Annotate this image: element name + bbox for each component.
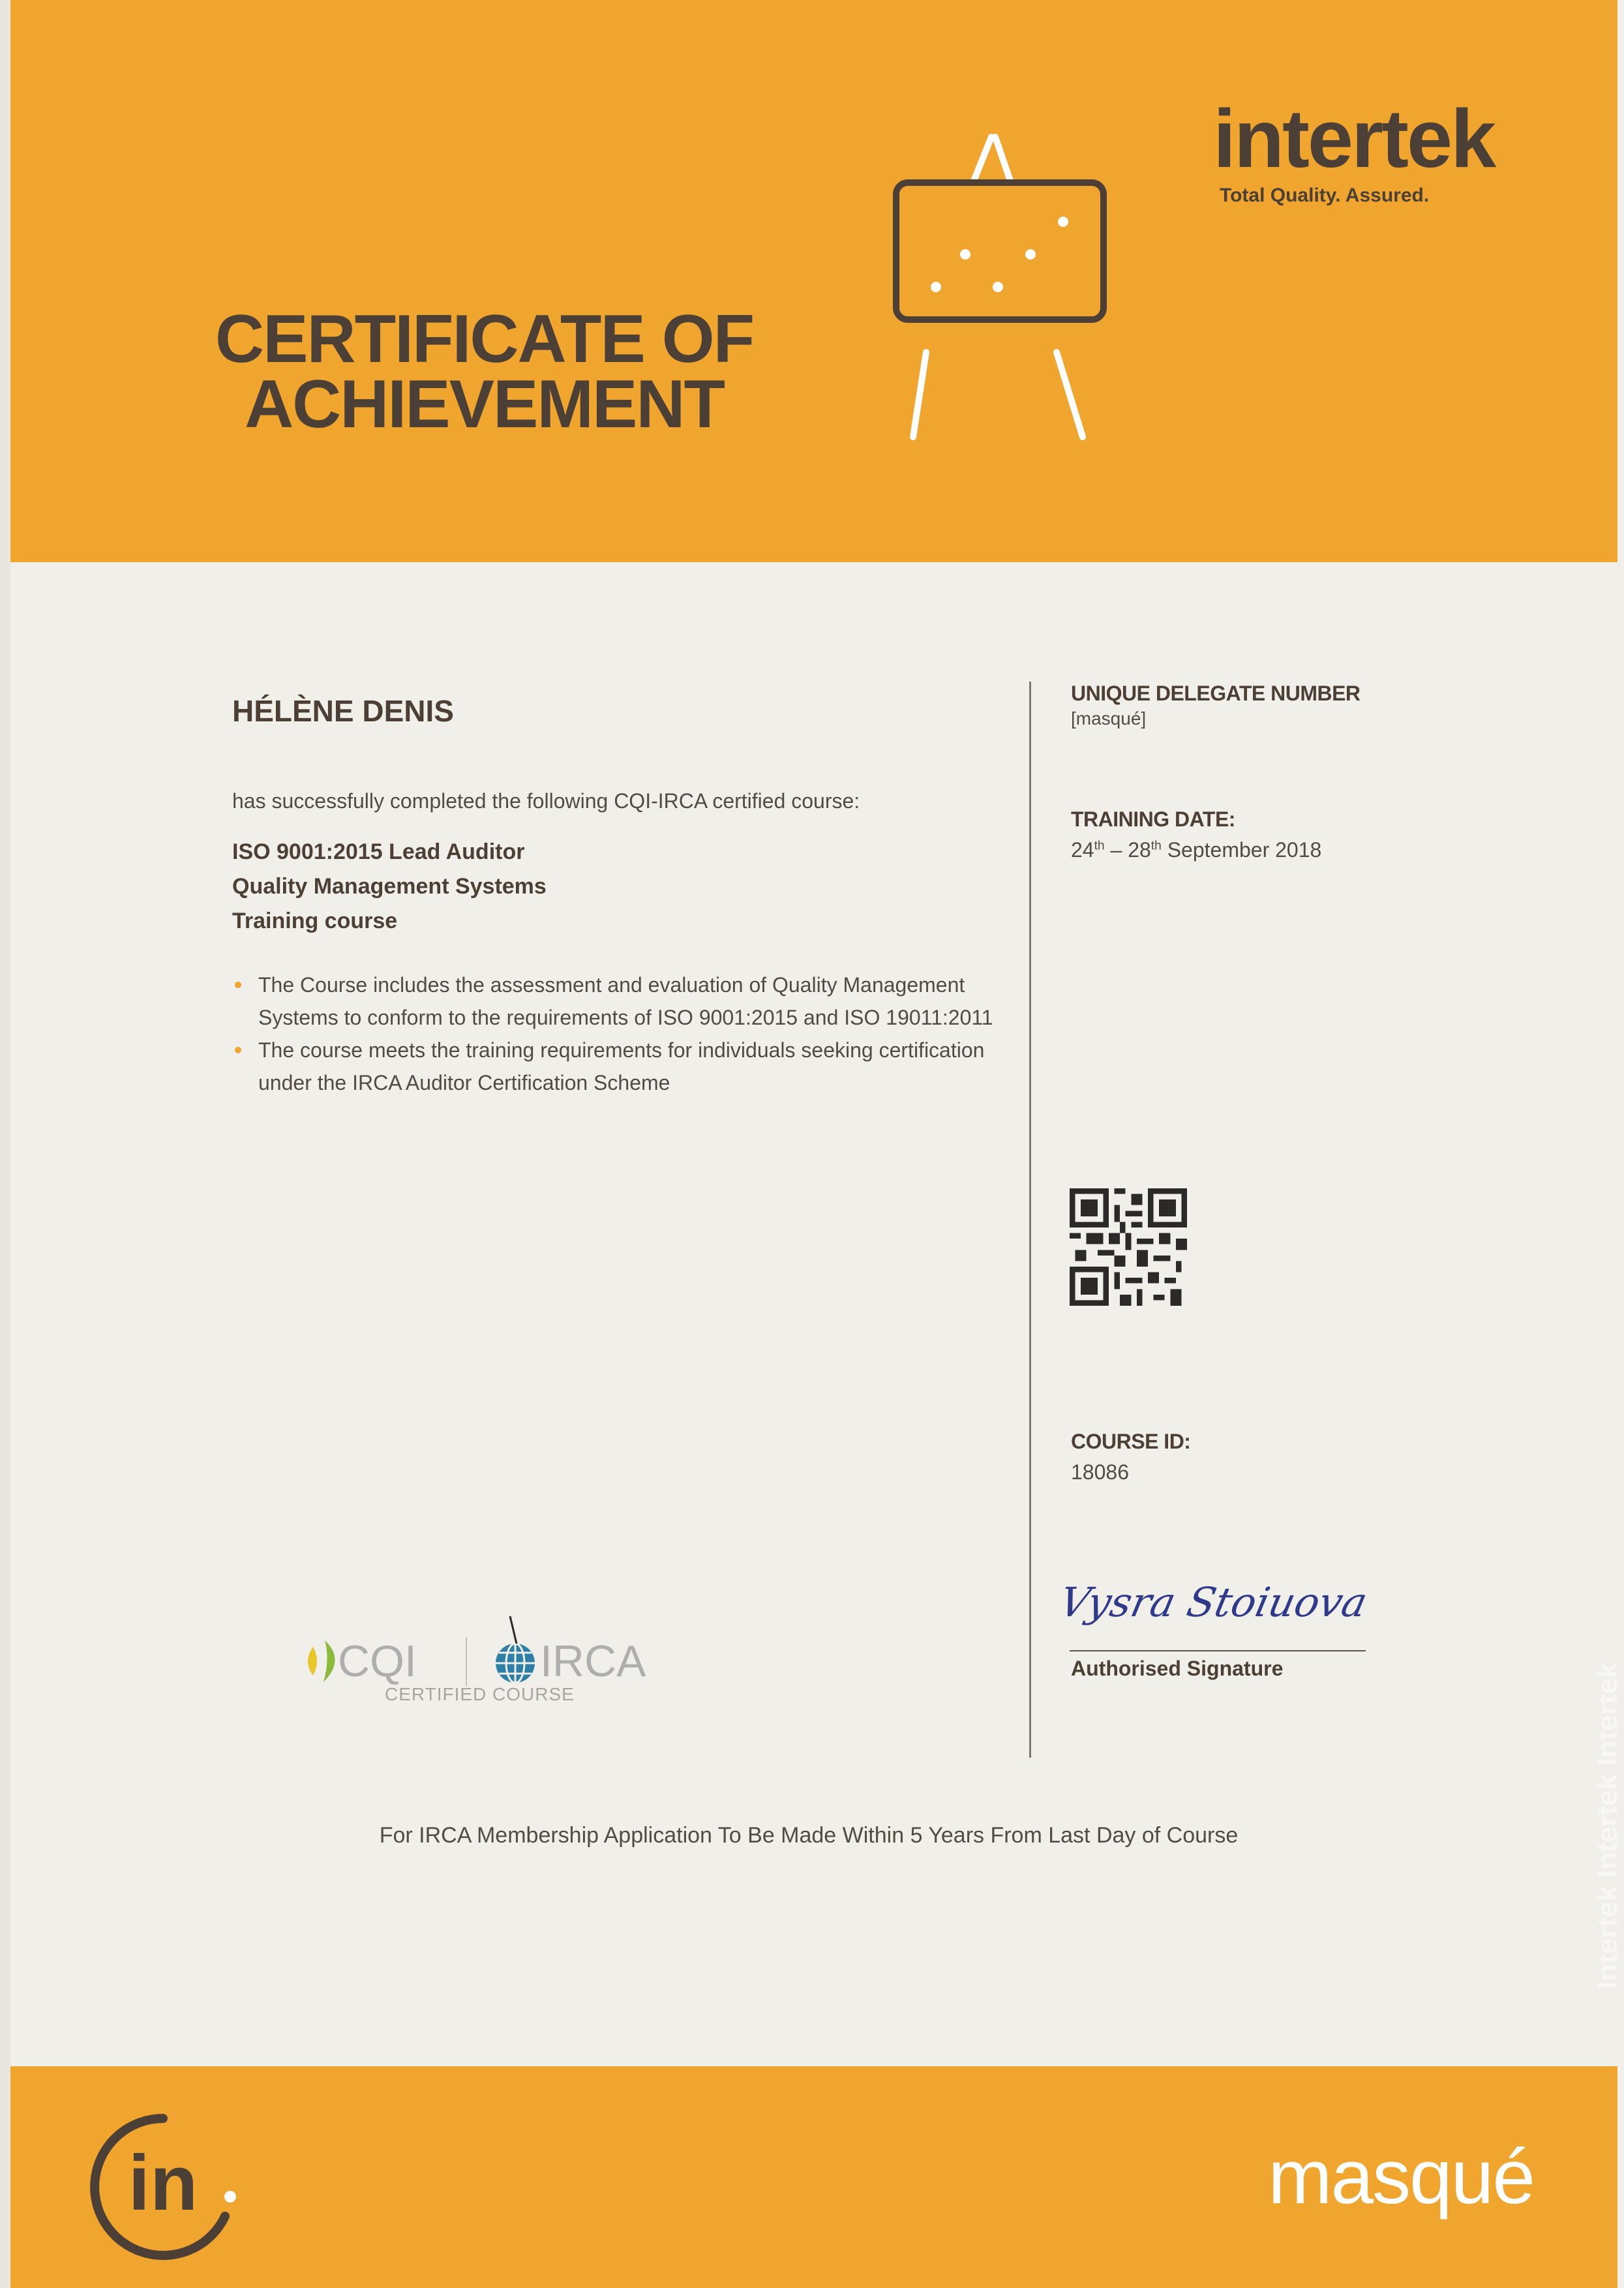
intertek-logo: intertek — [1213, 93, 1495, 185]
training-date-end-day: 28 — [1128, 838, 1151, 862]
bullet-dot-icon — [235, 982, 241, 988]
signature-text: Vysra Stoiuova — [1055, 1578, 1372, 1626]
bullet-text: The Course includes the assessment and evaluation of Quality Management Systems to conform to the requirements of ISO 9001:2015 and ISO 19011:2011 — [258, 973, 993, 1029]
certificate-title — [215, 301, 754, 442]
training-date-end-suffix: th — [1150, 839, 1162, 853]
recipient-name: HÉLÈNE DENIS — [232, 694, 454, 728]
training-date-rest: September 2018 — [1161, 838, 1322, 862]
cqi-mark-green — [323, 1640, 335, 1682]
in-logo-icon — [82, 2105, 245, 2268]
membership-note: For IRCA Membership Application To Be Made Within 5 Years From Last Day of Course — [379, 1823, 1239, 1848]
delegate-number-label: UNIQUE DELEGATE NUMBER — [1071, 682, 1361, 705]
course-title-line-3: Training course — [232, 909, 398, 933]
cqi-mark-yellow — [308, 1647, 317, 1676]
delegate-number-block — [1071, 682, 1361, 729]
course-bullet-list — [232, 969, 1002, 1099]
in-logo-text: in — [128, 2139, 198, 2227]
qr-code[interactable] — [1070, 1188, 1187, 1306]
completion-statement: has successfully completed the following CQI-IRCA certified course: — [232, 789, 860, 813]
easel-icon — [880, 124, 1115, 450]
page-edge — [0, 0, 10, 2288]
masque-logo: masqué — [1268, 2134, 1534, 2220]
course-bullet — [232, 969, 1002, 1034]
signature-caption: Authorised Signature — [1071, 1657, 1284, 1680]
course-id-label: COURSE ID: — [1071, 1430, 1191, 1453]
intertek-watermark: Intertek Intertek Intertek — [1591, 1662, 1623, 1989]
intertek-tagline: Total Quality. Assured. — [1220, 185, 1430, 206]
course-title — [232, 835, 547, 939]
training-date-block — [1071, 807, 1321, 862]
certified-course-caption: CERTIFIED COURSE — [385, 1684, 575, 1704]
training-date-label: TRAINING DATE: — [1071, 807, 1235, 831]
bullet-dot-icon — [235, 1047, 241, 1053]
title-line-2: ACHIEVEMENT — [245, 367, 725, 442]
training-date-separator: – — [1104, 838, 1128, 862]
irca-text: IRCA — [540, 1636, 646, 1686]
bullet-text: The course meets the training requirements for individuals seeking certification under the IRCA Auditor Certification Scheme — [258, 1038, 985, 1094]
delegate-number-value: [masqué] — [1071, 708, 1147, 729]
course-bullet — [232, 1034, 1002, 1099]
course-id-block — [1071, 1430, 1190, 1484]
training-date-value — [1071, 838, 1321, 862]
course-title-line-1: ISO 9001:2015 Lead Auditor — [232, 839, 525, 864]
vertical-divider — [1029, 682, 1031, 1758]
training-date-start-suffix: th — [1094, 839, 1105, 853]
title-line-1: CERTIFICATE OF — [215, 301, 754, 377]
top-band — [10, 0, 1617, 562]
course-title-line-2: Quality Management Systems — [232, 874, 547, 899]
training-date-start-day: 24 — [1071, 838, 1094, 862]
course-id-value: 18086 — [1071, 1460, 1129, 1484]
cqi-text: CQI — [338, 1636, 417, 1686]
signature-line — [1070, 1650, 1366, 1651]
signature — [1055, 1565, 1372, 1644]
